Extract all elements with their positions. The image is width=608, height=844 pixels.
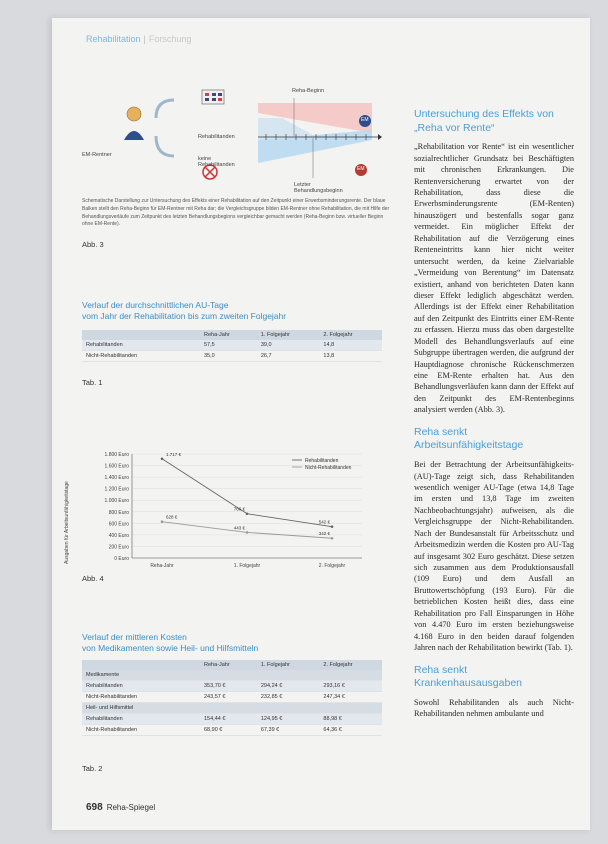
y-tick-label: 1.800 Euro — [104, 452, 129, 458]
table2-title-line1: Verlauf der mittleren Kosten — [82, 632, 187, 642]
table-cell: 154,44 € — [200, 714, 257, 725]
y-tick-label: 0 Euro — [114, 556, 129, 562]
data-point — [161, 520, 164, 523]
table-cell: 124,95 € — [257, 714, 320, 725]
data-label: 1.717 € — [166, 451, 182, 457]
paragraph-krankenhausausgaben: Sowohl Rehabilitanden als auch Nicht-Rehabilitanden nehmen ambulante und — [414, 697, 574, 719]
header-separator: | — [143, 34, 146, 44]
table-group-label: Heil- und Hilfsmittel — [82, 703, 382, 714]
reha-beginn-label: Reha-Beginn — [292, 88, 325, 94]
table-group-row — [82, 703, 382, 714]
figure-label-abb3: Abb. 3 — [82, 240, 104, 249]
table1 — [82, 330, 382, 362]
y-tick-label: 800 Euro — [108, 509, 129, 516]
figure-label-abb4: Abb. 4 — [82, 574, 104, 583]
table2-label: Tab. 2 — [82, 764, 103, 773]
table2-header: Reha-Jahr — [200, 660, 257, 670]
table-cell: 293,16 € — [319, 681, 382, 692]
data-label: 628 € — [166, 514, 178, 520]
table-cell: 247,34 € — [319, 692, 382, 703]
table-cell: Rehabilitanden — [82, 340, 200, 351]
letzter-behandlungsbeginn-label: Letzter Behandlungsbeginn — [294, 182, 343, 195]
table2 — [82, 660, 382, 736]
table-cell: 14,8 — [319, 340, 382, 351]
paragraph-reha-vor-rente: „Rehabilitation vor Rente“ ist ein wesentlicher sozialrechtlicher Grundsatz bei Beschäftigten mit chronischen Erkrankungen. Die Rentenversicherung erwartet von der Rehabilitation, dass diese die Erwerbsminderungsrente (EM-Renten) hinauszögert und bestenfalls sogar ganz vermeidet. Ein möglicher Effekt der Rehabilitation auf die Verzögerung eines Renteneintritts kann hier nicht weiter untersucht werden, da keine Zielvariable „Vermeidung von Berentung“ im Datensatz existiert, anhand von berichteten Daten kann dieser Effekt lediglich abgeschätzt werden. Allerdings ist der Effekt einer Rehabilitation auf den Zeitpunkt des Eintritts einer EM-Rente zu erfassen. Hierzu muss das oben dargestellte Modell des Behandlungsverlaufs auf eine Subgruppe übertragen werden, die aufgrund der Hauptdiagnose chronische Rückenschmerzen eine EM-Rente erhalten hat. Aus den Behandlungsverläufen kann dann der Effekt auf den Zeitpunkt des EM-Rentenbeginns analysiert werden (Abb. 3). — [414, 142, 574, 415]
table-cell: 35,0 — [200, 351, 257, 362]
y-tick-label: 1.600 Euro — [104, 463, 129, 470]
data-point — [246, 512, 249, 515]
page-footer — [86, 802, 155, 813]
x-tick-label: 1. Folgejahr — [233, 563, 261, 569]
table-cell: 64,36 € — [319, 725, 382, 736]
table2-header: 2. Folgejahr — [319, 660, 382, 670]
table-cell: 88,98 € — [319, 714, 382, 725]
y-tick-label: 600 Euro — [108, 521, 129, 528]
table-row — [82, 340, 382, 351]
table-cell: 67,39 € — [257, 725, 320, 736]
x-tick-label: 2. Folgejahr — [318, 563, 346, 569]
running-header — [86, 34, 191, 44]
heading-reha-vor-rente: Untersuchung des Effekts von „Reha vor Rente“ — [414, 108, 554, 134]
rehabilitanden-label: Rehabilitanden — [198, 134, 235, 140]
series-line-2 — [162, 519, 332, 539]
table-row — [82, 351, 382, 362]
table1-header: 1. Folgejahr — [257, 330, 320, 340]
table2-header — [82, 660, 200, 670]
y-tick-label: 1.200 Euro — [104, 486, 129, 493]
table-cell: Nicht-Rehabilitanden — [82, 692, 200, 703]
table1-header — [82, 330, 200, 340]
table1-title-line2: vom Jahr der Rehabilitation bis zum zweiten Folgejahr — [82, 311, 287, 322]
legend-label: Nicht-Rehabilitanden — [305, 465, 352, 471]
figure-caption: Schematische Darstellung zur Untersuchung des Effekts einer Rehabilitation auf den Zeitpunkt einer Erwerbsminderungsrente. Der blaue Balken stellt den Reha-Beginn für EM-Rentner mit Reha dar; die Vergleichsgruppe bilden EM-Rentner ohne Rehabilitation, die mit Hilfe der Behandlungsverläufe zum Zeitpunkt des letzten Behandlungsbeginns vergleichbar gemacht werden (Reha-Beginn bzw. virtueller Beginn ohne EM-Rente). — [82, 198, 390, 228]
footer-text: Reha-Spiegel — [106, 803, 156, 812]
table1-header: Reha-Jahr — [200, 330, 257, 340]
em-badge-bottom-text: EM — [357, 166, 365, 172]
table-cell: Nicht-Rehabilitanden — [82, 351, 200, 362]
table1-title — [82, 300, 286, 323]
heading-krankenhausausgaben: Reha senkt Krankenhausausgaben — [414, 663, 523, 690]
page-number: 698 — [86, 802, 103, 813]
table-cell: 353,70 € — [200, 681, 257, 692]
table-cell: 294,24 € — [257, 681, 320, 692]
legend-label: Rehabilitanden — [305, 458, 339, 464]
x-tick-label: Reha-Jahr — [150, 563, 174, 569]
data-point — [246, 531, 249, 534]
data-point — [331, 525, 334, 528]
y-tick-label: 400 Euro — [108, 532, 129, 539]
y-tick-label: 1.000 Euro — [104, 498, 129, 505]
table1-title-line1: Verlauf der durchschnittlichen AU-Tage — [82, 300, 229, 310]
paragraph-au-tage: Bei der Betrachtung der Arbeitsunfähigkeits-(AU)-Tage zeigt sich, dass Rehabilitanden wesentlich weniger AU-Tage (etwa 14,8 Tage im ersten und 13,8 Tage im zweiten Nachbeobachtungsjahr) aufweisen, als die Vergleichsgruppe der Nicht-Rehabilitanden. Nach der Bundesanstalt für Arbeitsschutz und Arbeitsmedizin werden die Kosten pro AU-Tag auf insgesamt 302 Euro geschätzt. Diese setzen sich zusammen aus dem Produktionsausfall (109 Euro) und dem Ausfall an Bruttowertschöpfung (193 Euro). Für die betrieblichen Kosten heißt dies, dass eine Rehabilitation pro Fall Einsparungen in Höhe von 4.470 Euro im ersten beziehungsweise 4.168 Euro in den beiden darauf folgenden Jahren nach der Rehabilitation bewirkt (Tab. 1). — [414, 460, 574, 653]
bracket-bottom — [156, 136, 174, 156]
table-cell: 39,0 — [257, 340, 320, 351]
data-label: 542 € — [318, 519, 330, 525]
table2-header: 1. Folgejahr — [257, 660, 320, 670]
line-chart — [62, 446, 392, 586]
table1-label: Tab. 1 — [82, 378, 103, 387]
data-point — [161, 457, 164, 460]
clinic-icon — [202, 90, 224, 104]
table-cell: 57,5 — [200, 340, 257, 351]
header-subsection: Forschung — [148, 34, 192, 44]
table-cell: 232,85 € — [257, 692, 320, 703]
data-label: 342 € — [318, 531, 330, 537]
table-cell: Nicht-Rehabilitanden — [82, 725, 200, 736]
page — [52, 18, 590, 830]
right-column — [414, 108, 574, 730]
person-head-icon — [127, 107, 141, 121]
em-badge-top-text: EM — [361, 117, 369, 123]
table-cell: 68,90 € — [200, 725, 257, 736]
reha-diagram — [82, 78, 382, 195]
table-row — [82, 681, 382, 692]
header-section: Rehabilitation — [86, 34, 141, 44]
heading-au-tage: Reha senkt Arbeitsunfähigkeitstage — [414, 425, 524, 452]
bracket-top — [156, 100, 174, 118]
em-rentner-label: EM-Rentner — [82, 152, 112, 158]
chart-plot — [62, 446, 392, 576]
table2-title-line2: von Medikamenten sowie Heil- und Hilfsmitteln — [82, 643, 259, 654]
data-point — [331, 537, 334, 540]
table-row — [82, 714, 382, 725]
table-cell: Rehabilitanden — [82, 714, 200, 725]
table-cell: 13,8 — [319, 351, 382, 362]
table-group-row — [82, 670, 382, 681]
table-cell: 243,57 € — [200, 692, 257, 703]
table2-title — [82, 632, 258, 655]
table-cell: 26,7 — [257, 351, 320, 362]
chart-ylabel: Ausgaben für Arbeitsunfähigkeitstage — [64, 481, 70, 564]
keine-rehabilitanden-label: keine Rehabilitanden — [198, 156, 235, 169]
data-label: 443 € — [233, 525, 245, 531]
table-row — [82, 692, 382, 703]
y-tick-label: 1.400 Euro — [104, 475, 129, 482]
person-body-icon — [124, 131, 144, 140]
table1-header: 2. Folgejahr — [319, 330, 382, 340]
data-label: 766 € — [233, 506, 245, 512]
table-cell: Rehabilitanden — [82, 681, 200, 692]
table-group-label: Medikamente — [82, 670, 382, 681]
y-tick-label: 200 Euro — [108, 544, 129, 551]
table-row — [82, 725, 382, 736]
